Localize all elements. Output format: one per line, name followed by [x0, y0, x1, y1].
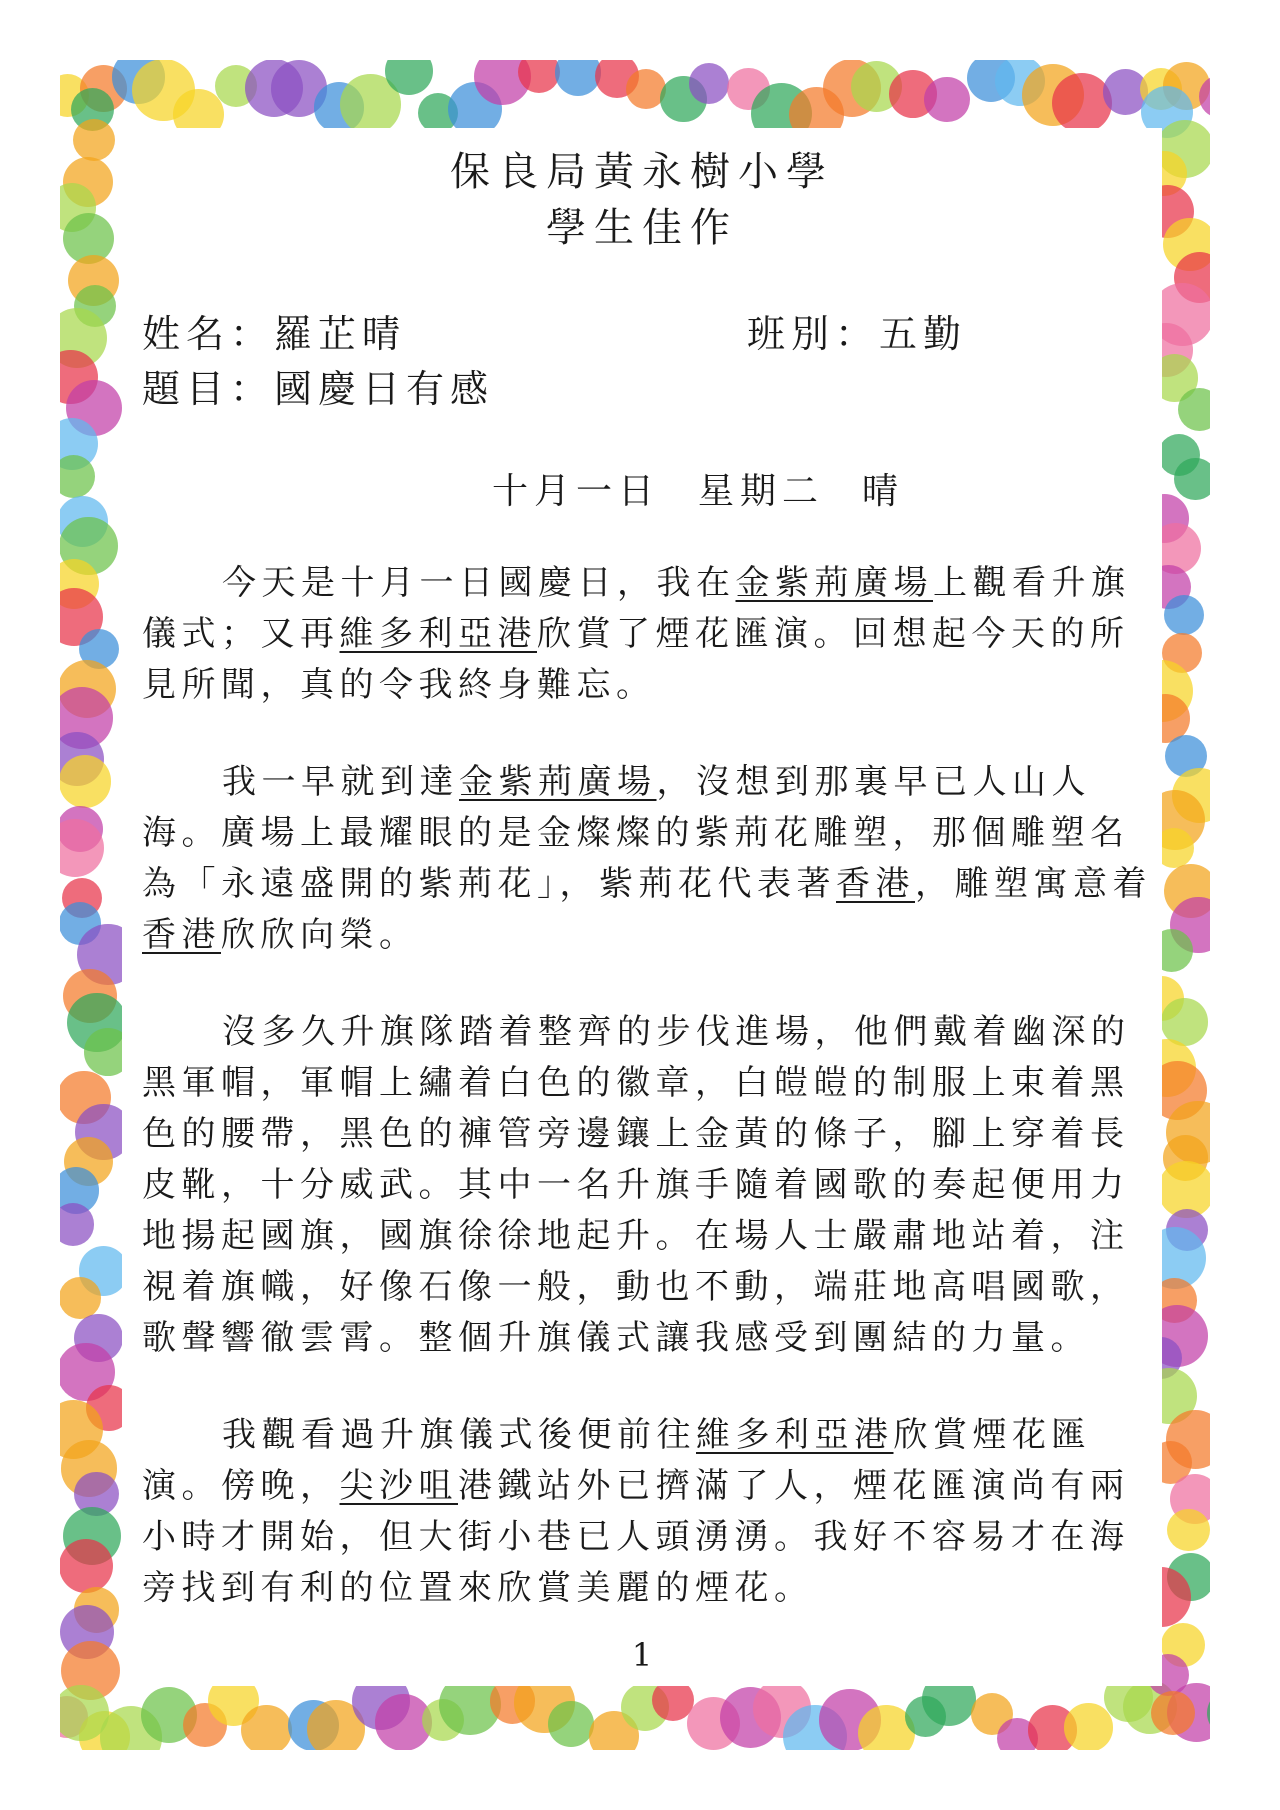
class-label: 班別： [747, 312, 880, 356]
proper-noun: 金紫荊廣場 [459, 762, 657, 802]
confetti-dot [1178, 388, 1210, 431]
confetti-dot [1167, 1509, 1210, 1552]
student-name-line [142, 303, 406, 358]
text-run: 我觀看過升旗儀式後便前往 [222, 1415, 696, 1455]
confetti-dot [60, 1539, 113, 1593]
document-paper [122, 128, 1162, 1686]
confetti-dot [60, 1203, 94, 1245]
essay-paragraph [142, 757, 1152, 961]
proper-noun: 香港 [142, 915, 221, 955]
confetti-dot [60, 1277, 101, 1319]
date-weather: 晴 [862, 471, 905, 512]
page-number: 1 [631, 1636, 653, 1674]
text-run: ，沒想到那裏早已人山人海。廣場上最耀眼的是金燦燦的紫荊花雕塑，那個雕塑名為「永遠盛開的紫荊花」，紫荊花代表著 [142, 762, 1130, 904]
proper-noun: 尖沙咀 [339, 1466, 458, 1506]
date-weekday: 星期二 [698, 471, 825, 512]
confetti-dot [60, 755, 111, 807]
essay-body [142, 558, 1152, 1660]
confetti-dot [1164, 595, 1204, 635]
topic-value: 國慶日有感 [274, 367, 495, 411]
confetti-dot [1064, 1703, 1112, 1750]
text-run: 港鐵站外已擠滿了人，煙花匯演尚有兩小時才開始，但大街小巷已人頭湧湧。我好不容易才在海旁找到有利的位置來欣賞美麗的煙花。 [142, 1466, 1130, 1608]
text-run: 欣欣向榮。 [221, 915, 419, 955]
confetti-dot [1151, 1691, 1195, 1735]
diary-date-line [492, 463, 942, 514]
essay-paragraph [142, 1410, 1152, 1614]
confetti-dot [924, 77, 970, 123]
proper-noun: 維多利亞港 [696, 1415, 894, 1455]
name-label: 姓名： [142, 312, 275, 356]
document-title: 學生佳作 [546, 205, 738, 251]
school-name: 保良局黃永樹小學 [450, 149, 834, 195]
essay-paragraph [142, 558, 1152, 711]
essay-paragraph [142, 1007, 1152, 1364]
confetti-dot [60, 1685, 109, 1740]
text-run: 欣賞煙花匯演。傍晚， [142, 1415, 1091, 1506]
text-run: 沒多久升旗隊踏着整齊的步伐進場，他們戴着幽深的黑軍帽，軍帽上繡着白色的徽章，白皚皚的制服上束着黑色的腰帶，黑色的褲管旁邊鑲上金黃的條子，腳上穿着長皮靴，十分威武。其中一名升旗手隨着國歌的奏起便用力地揚起國旗，國旗徐徐地起升。在場人士嚴肅地站着，注視着旗幟，好像石像一般，動也不動，端莊地高唱國歌，歌聲響徹雲霄。整個升旗儀式讓我感受到團結的力量。 [142, 1012, 1131, 1358]
text-run: 上觀看升旗儀式；又再 [142, 563, 1131, 654]
student-name: 羅芷晴 [274, 312, 407, 356]
proper-noun: 維多利亞港 [339, 614, 537, 654]
text-run: 我一早就到達 [222, 762, 459, 802]
class-line [747, 303, 967, 358]
topic-label: 題目： [142, 367, 275, 411]
text-run: 欣賞了煙花匯演。回想起今天的所見所聞，真的令我終身難忘。 [142, 614, 1130, 705]
proper-noun: 金紫荊廣場 [735, 563, 933, 603]
confetti-dot [1052, 73, 1112, 133]
topic-line [142, 358, 494, 413]
confetti-dot [241, 1705, 292, 1750]
confetti-dot [73, 119, 115, 161]
confetti-dot [548, 1701, 594, 1747]
proper-noun: 香港 [836, 864, 915, 904]
text-run: 今天是十月一日國慶日，我在 [222, 563, 736, 603]
confetti-dot [1174, 458, 1210, 500]
text-run: ，雕塑寓意着 [915, 864, 1152, 904]
date-day: 十月一日 [492, 471, 661, 512]
class-value: 五勤 [879, 312, 968, 356]
confetti-dot [689, 63, 730, 104]
